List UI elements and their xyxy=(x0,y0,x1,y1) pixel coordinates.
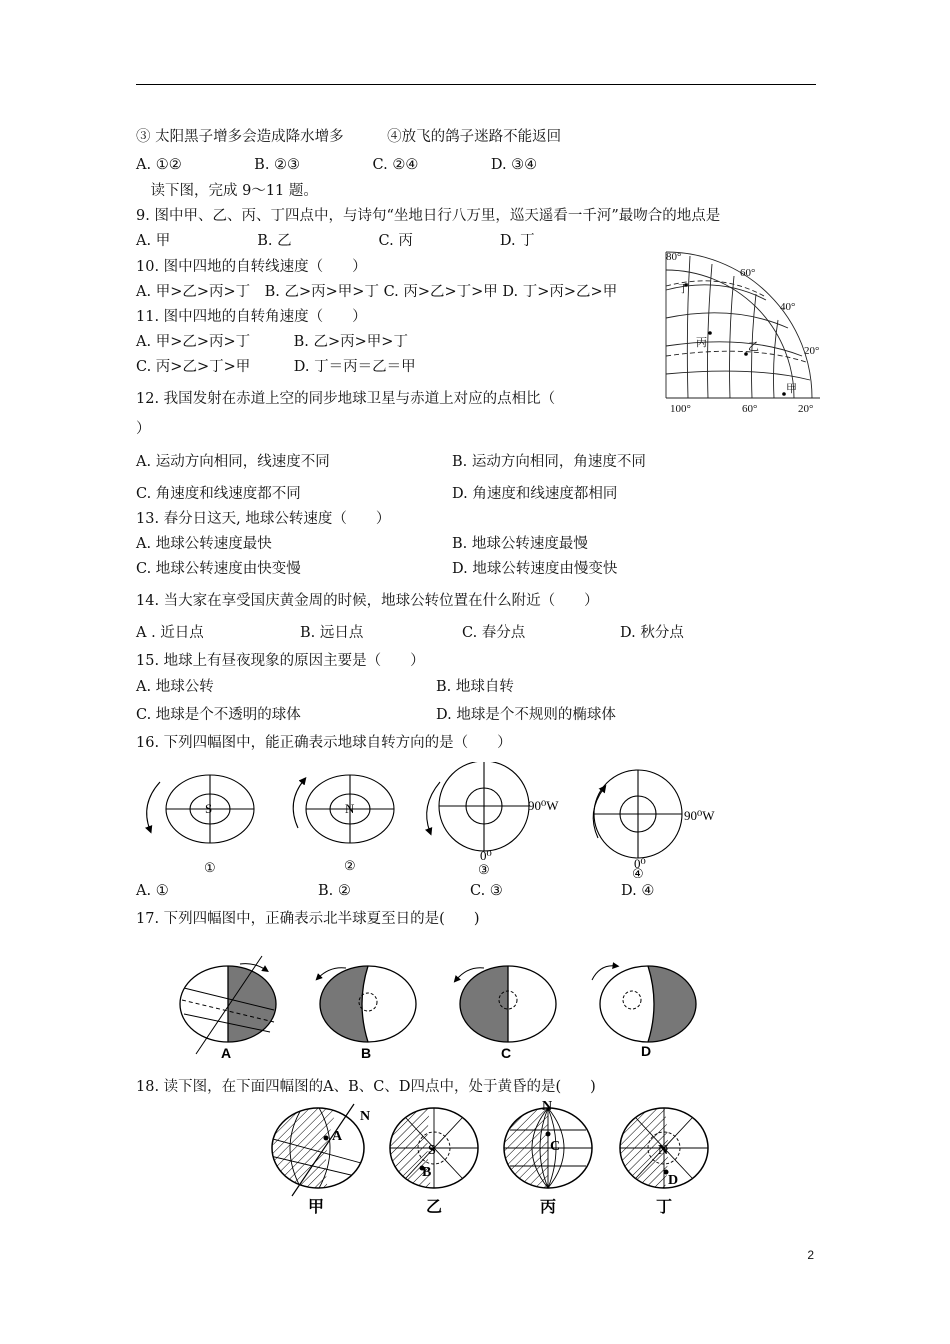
text-line: 17. 下列四幅图中，正确表示北半球夏至日的是( ) xyxy=(136,911,480,927)
figure-number: ① xyxy=(204,860,216,875)
lat-label: 60° xyxy=(740,267,756,279)
text-line: D. 秋分点 xyxy=(620,625,684,641)
pole-label: S xyxy=(428,1143,436,1158)
text-line: A. ① xyxy=(136,883,169,899)
option-label: D xyxy=(641,1043,652,1059)
text-line: A. 甲>乙>丙>丁 B. 乙>丙>甲>丁 C. 丙>乙>丁>甲 D. 丁>丙>乙>甲 xyxy=(136,284,618,300)
text-line: 9. 图中甲、乙、丙、丁四点中，与诗句“坐地日行八万里，巡天遥看一千河”最吻合的地点是 xyxy=(136,208,721,224)
point-label: D xyxy=(668,1173,679,1188)
lon-label: 100° xyxy=(670,403,691,415)
text-line: B. 地球公转速度最慢 xyxy=(452,536,588,552)
point-label: C xyxy=(550,1139,561,1154)
text-line: A. 地球公转速度最快 xyxy=(136,536,272,552)
text-line: D. 地球是个不规则的椭球体 xyxy=(436,707,616,723)
text-line: B. ② xyxy=(318,883,351,899)
text-line: C. 丙>乙>丁>甲 D. 丁＝丙＝乙＝甲 xyxy=(136,359,416,375)
text-line: 11. 图中四地的自转角速度（ ） xyxy=(136,309,367,325)
pole-label: N xyxy=(542,1099,553,1114)
meridian-label: 90⁰W xyxy=(684,808,715,823)
rotation-direction-figure xyxy=(136,762,736,878)
text-line: A. 甲 B. 乙 C. 丙 D. 丁 xyxy=(136,233,535,249)
figure-number: ③ xyxy=(478,862,490,877)
page-number: 2 xyxy=(807,1248,814,1262)
text-line: 12. 我国发射在赤道上空的同步地球卫星与赤道上对应的点相比（ xyxy=(136,391,556,407)
text-line: B. 远日点 xyxy=(300,625,364,641)
text-line: D. ④ xyxy=(621,883,655,899)
point-label: 丁 xyxy=(678,283,689,295)
figure-number: ④ xyxy=(632,866,644,878)
text-line: C. ③ xyxy=(470,883,503,899)
lat-label: 20° xyxy=(804,345,820,357)
text-line: ） xyxy=(136,421,151,437)
figure-number: ② xyxy=(344,858,356,873)
figure-caption: 甲 xyxy=(308,1199,325,1216)
figure-caption: 丁 xyxy=(656,1199,673,1216)
text-line: 14. 当大家在享受国庆黄金周的时候，地球公转位置在什么附近（ ） xyxy=(136,593,599,609)
figure-caption: 乙 xyxy=(426,1199,443,1216)
lat-label: 40° xyxy=(780,301,796,313)
text-line: 15. 地球上有昼夜现象的原因主要是（ ） xyxy=(136,653,425,669)
option-label: C xyxy=(501,1045,512,1061)
lat-lon-grid-figure xyxy=(660,246,830,418)
point-label: A xyxy=(332,1129,343,1144)
text-line: A. ①② B. ②③ C. ②④ D. ③④ xyxy=(136,157,538,173)
text-line: C. 角速度和线速度都不同 xyxy=(136,486,301,502)
text-line: A. 地球公转 xyxy=(136,679,214,695)
text-line: A. 甲>乙>丙>丁 B. 乙>丙>甲>丁 xyxy=(136,334,408,350)
option-label: A xyxy=(221,1045,232,1061)
text-line: D. 角速度和线速度都相同 xyxy=(452,486,618,502)
point-bing xyxy=(708,331,712,335)
pole-label: N xyxy=(658,1143,669,1158)
header-rule xyxy=(136,84,816,85)
text-line: A . 近日点 xyxy=(136,625,204,641)
dusk-figure xyxy=(262,1096,722,1218)
pole-label: S xyxy=(205,801,213,816)
lon-label: 60° xyxy=(742,403,758,415)
text-line: 16. 下列四幅图中，能正确表示地球自转方向的是（ ） xyxy=(136,735,512,751)
option-label: B xyxy=(361,1045,372,1061)
text-line: ③ 太阳黑子增多会造成降水增多 ④放飞的鸽子迷路不能返回 xyxy=(136,129,562,145)
pole-label: N xyxy=(360,1109,371,1124)
text-line: C. 春分点 xyxy=(462,625,526,641)
text-line: B. 运动方向相同，角速度不同 xyxy=(452,454,646,470)
text-line: D. 地球公转速度由慢变快 xyxy=(452,561,618,577)
point-label: 丙 xyxy=(696,337,707,349)
lon-label: 20° xyxy=(798,403,814,415)
summer-solstice-figure xyxy=(170,950,730,1062)
pole-label: N xyxy=(345,801,355,816)
figure-caption: 丙 xyxy=(540,1199,557,1216)
point-label: 甲 xyxy=(786,383,797,395)
point-label: 乙 xyxy=(748,341,759,353)
text-line: C. 地球公转速度由快变慢 xyxy=(136,561,301,577)
text-line: 读下图，完成 9～11 题。 xyxy=(136,183,318,199)
meridian-label: 90⁰W xyxy=(528,798,559,813)
text-line: C. 地球是个不透明的球体 xyxy=(136,707,301,723)
equator-label: 0⁰ xyxy=(480,848,492,863)
text-line: 18. 读下图，在下面四幅图的A、B、C、D四点中，处于黄昏的是( ) xyxy=(136,1079,596,1095)
equator-label: 0⁰ xyxy=(634,856,646,871)
text-line: B. 地球自转 xyxy=(436,679,514,695)
point-label: B xyxy=(422,1165,432,1180)
lat-label: 80° xyxy=(666,251,682,263)
text-line: 10. 图中四地的自转线速度（ ） xyxy=(136,259,367,275)
text-line: A. 运动方向相同，线速度不同 xyxy=(136,454,330,470)
text-line: 13. 春分日这天, 地球公转速度（ ） xyxy=(136,511,391,527)
